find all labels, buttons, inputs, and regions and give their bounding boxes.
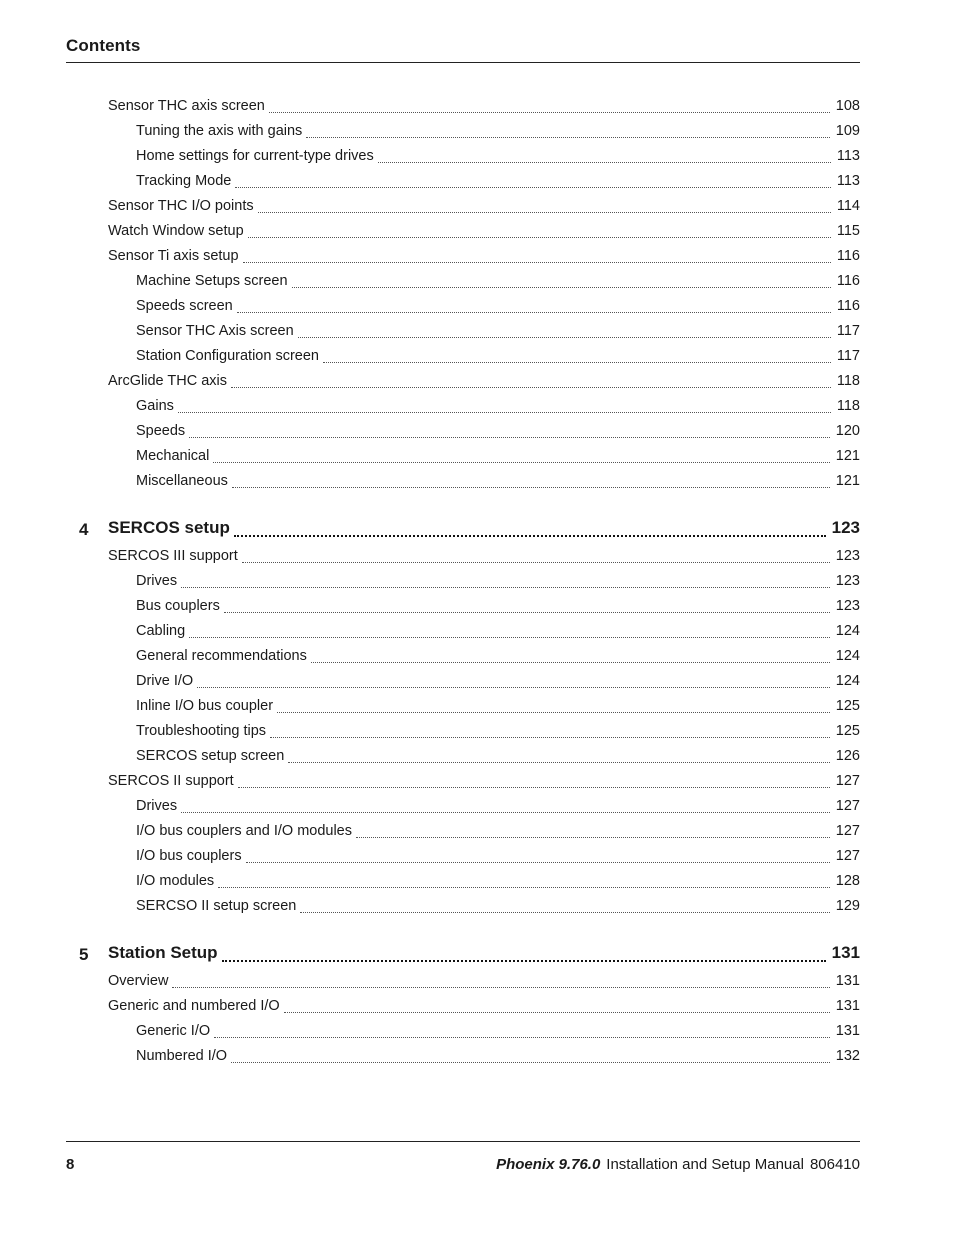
toc-dot-leader xyxy=(246,862,830,863)
toc-entry-page: 131 xyxy=(835,1023,860,1039)
toc-entry-label: Tracking Mode xyxy=(136,173,232,189)
toc-entry-page: 113 xyxy=(836,148,860,164)
toc-dot-leader xyxy=(258,212,831,213)
toc-entry-page: 121 xyxy=(835,448,860,464)
toc-dot-leader xyxy=(378,162,831,163)
toc-entry[interactable] xyxy=(136,748,860,768)
toc-entry-page: 109 xyxy=(835,123,860,139)
toc-entry-label: Bus couplers xyxy=(136,598,220,614)
toc-entry[interactable] xyxy=(108,223,860,243)
toc-dot-leader xyxy=(306,137,829,138)
toc-entry-page: 125 xyxy=(835,723,860,739)
toc-entry-page: 123 xyxy=(835,573,860,589)
toc-entry-page: 124 xyxy=(835,648,860,664)
toc-entry[interactable] xyxy=(136,273,860,293)
toc-entry-page: 118 xyxy=(836,398,860,414)
toc-entry-label: Gains xyxy=(136,398,174,414)
toc-entry-label: Sensor THC Axis screen xyxy=(136,323,294,339)
toc-entry-page: 124 xyxy=(835,673,860,689)
toc-dot-leader xyxy=(181,587,830,588)
toc-entry-label: Drives xyxy=(136,573,178,589)
toc-entry[interactable] xyxy=(136,673,860,693)
toc-dot-leader xyxy=(270,737,830,738)
toc-dot-leader xyxy=(248,237,831,238)
toc-entry[interactable] xyxy=(136,898,860,918)
toc-dot-leader xyxy=(356,837,830,838)
toc-dot-leader xyxy=(197,687,830,688)
toc-entry-label: Home settings for current-type drives xyxy=(136,148,374,164)
toc-entry-page: 123 xyxy=(831,518,860,537)
toc-entry[interactable] xyxy=(136,573,860,593)
toc-entry-page: 131 xyxy=(831,943,860,962)
toc-entry-label: Speeds screen xyxy=(136,298,233,314)
toc-entry-label: I/O bus couplers and I/O modules xyxy=(136,823,352,839)
toc-dot-leader xyxy=(178,412,831,413)
toc-entry-label: Overview xyxy=(108,973,169,989)
toc-entry-page: 116 xyxy=(836,248,860,264)
toc-entry[interactable] xyxy=(108,548,860,568)
toc-entry[interactable] xyxy=(136,398,860,418)
toc-entry-page: 124 xyxy=(835,623,860,639)
toc-entry[interactable] xyxy=(108,198,860,218)
toc-entry-label: Generic I/O xyxy=(136,1023,211,1039)
toc-entry[interactable] xyxy=(136,323,860,343)
toc-entry-label: SERCOS setup xyxy=(108,518,230,537)
toc-entry-label: Station Configuration screen xyxy=(136,348,319,364)
toc-entry[interactable] xyxy=(108,973,860,993)
toc-entry[interactable] xyxy=(136,348,860,368)
toc-entry[interactable] xyxy=(136,1023,860,1043)
toc-chapter-entry[interactable] xyxy=(108,943,860,967)
toc-entry-label: Miscellaneous xyxy=(136,473,228,489)
toc-entry[interactable] xyxy=(136,648,860,668)
toc-entry-label: SERCOS II support xyxy=(108,773,234,789)
page-header-title: Contents xyxy=(66,36,141,55)
toc-dot-leader xyxy=(288,762,830,763)
footer-brand: Phoenix 9.76.0 xyxy=(496,1156,601,1173)
toc-entry[interactable] xyxy=(136,473,860,493)
toc-dot-leader xyxy=(242,562,830,563)
toc-entry-label: I/O modules xyxy=(136,873,215,889)
toc-entry-label: Inline I/O bus coupler xyxy=(136,698,274,714)
toc-entry-label: Sensor Ti axis setup xyxy=(108,248,239,264)
toc-dot-leader xyxy=(232,487,830,488)
toc-entry-page: 126 xyxy=(835,748,860,764)
toc-dot-leader xyxy=(213,462,829,463)
toc-entry-label: General recommendations xyxy=(136,648,307,664)
toc-entry-label: ArcGlide THC axis xyxy=(108,373,227,389)
toc-entry-label: I/O bus couplers xyxy=(136,848,242,864)
toc-entry-page: 113 xyxy=(836,173,860,189)
toc-entry-page: 117 xyxy=(836,323,860,339)
toc-dot-leader xyxy=(300,912,829,913)
toc-entry-page: 118 xyxy=(836,373,860,389)
toc-entry[interactable] xyxy=(136,298,860,318)
toc-entry-label: SERCSO II setup screen xyxy=(136,898,297,914)
footer-rule xyxy=(66,1141,860,1142)
toc-entry-label: Watch Window setup xyxy=(108,223,244,239)
toc-entry[interactable] xyxy=(108,98,860,118)
toc-entry-page: 115 xyxy=(836,223,860,239)
toc-entry[interactable] xyxy=(136,148,860,168)
toc-entry-page: 131 xyxy=(835,998,860,1014)
toc-entry[interactable] xyxy=(108,373,860,393)
toc-entry-page: 128 xyxy=(835,873,860,889)
toc-dot-leader xyxy=(311,662,830,663)
toc-entry-page: 116 xyxy=(836,298,860,314)
toc-entry-page: 125 xyxy=(835,698,860,714)
toc-entry-label: Station Setup xyxy=(108,943,218,962)
toc-entry-page: 132 xyxy=(835,1048,860,1064)
toc-dot-leader xyxy=(181,812,830,813)
toc-entry[interactable] xyxy=(136,823,860,843)
footer-doc-number: 806410 xyxy=(809,1156,860,1173)
toc-dot-leader xyxy=(172,987,829,988)
toc-dot-leader xyxy=(189,637,830,638)
toc-entry-label: Cabling xyxy=(136,623,186,639)
toc-entry[interactable] xyxy=(136,798,860,818)
toc-entry-page: 120 xyxy=(835,423,860,439)
toc-dot-leader xyxy=(231,1062,830,1063)
toc-dot-leader xyxy=(298,337,831,338)
toc-entry-label: Tuning the axis with gains xyxy=(136,123,303,139)
toc-dot-leader xyxy=(277,712,830,713)
toc-entry[interactable] xyxy=(108,998,860,1018)
toc-dot-leader xyxy=(238,787,830,788)
toc-dot-leader xyxy=(235,187,831,188)
toc-entry-label: Sensor THC axis screen xyxy=(108,98,265,114)
toc-entry[interactable] xyxy=(136,448,860,468)
toc-dot-leader xyxy=(292,287,831,288)
toc-entry-page: 127 xyxy=(835,773,860,789)
toc-entry[interactable] xyxy=(108,773,860,793)
toc-entry-page: 131 xyxy=(835,973,860,989)
toc-entry-page: 123 xyxy=(835,548,860,564)
toc-entry[interactable] xyxy=(136,598,860,618)
toc-entry-page: 108 xyxy=(835,98,860,114)
toc-entry-label: Machine Setups screen xyxy=(136,273,288,289)
toc-entry-page: 127 xyxy=(835,798,860,814)
toc-entry-page: 116 xyxy=(836,273,860,289)
toc-dot-leader xyxy=(218,887,830,888)
toc-entry[interactable] xyxy=(136,173,860,193)
footer-page-number: 8 xyxy=(66,1156,75,1173)
toc-entry-label: Troubleshooting tips xyxy=(136,723,267,739)
toc-dot-leader xyxy=(269,112,830,113)
toc-entry-label: Numbered I/O xyxy=(136,1048,228,1064)
toc-chapter-entry[interactable] xyxy=(108,518,860,542)
toc-entry-page: 123 xyxy=(835,598,860,614)
toc-entry[interactable] xyxy=(136,848,860,868)
toc-entry-label: Drive I/O xyxy=(136,673,194,689)
toc-entry[interactable] xyxy=(136,723,860,743)
toc-dot-leader xyxy=(284,1012,830,1013)
toc-entry[interactable] xyxy=(136,698,860,718)
toc-dot-leader xyxy=(231,387,831,388)
toc-entry-page: 117 xyxy=(836,348,860,364)
toc-dot-leader xyxy=(224,612,830,613)
toc-entry[interactable] xyxy=(136,1048,860,1068)
toc-entry-label: Drives xyxy=(136,798,178,814)
toc-chapter-number: 5 xyxy=(79,945,89,964)
footer-document-title xyxy=(496,1156,860,1173)
toc-entry-label: Generic and numbered I/O xyxy=(108,998,280,1014)
toc-entry-page: 127 xyxy=(835,848,860,864)
header-rule xyxy=(66,62,860,63)
toc-entry-label: SERCOS setup screen xyxy=(136,748,285,764)
toc-entry[interactable] xyxy=(136,123,860,143)
toc-dot-leader xyxy=(237,312,831,313)
toc-dot-leader xyxy=(214,1037,830,1038)
toc-entry[interactable] xyxy=(136,623,860,643)
toc-entry[interactable] xyxy=(136,423,860,443)
toc-dot-leader xyxy=(243,262,831,263)
toc-entry[interactable] xyxy=(108,248,860,268)
footer-manual-title: Installation and Setup Manual xyxy=(606,1156,804,1173)
toc-chapter-number: 4 xyxy=(79,520,89,539)
toc-entry-page: 129 xyxy=(835,898,860,914)
toc-entry-page: 121 xyxy=(835,473,860,489)
toc-dot-leader xyxy=(234,535,826,537)
toc-entry-label: Mechanical xyxy=(136,448,210,464)
toc-dot-leader xyxy=(222,960,826,962)
toc-entry-page: 114 xyxy=(836,198,860,214)
toc-dot-leader xyxy=(189,437,830,438)
toc-entry-page: 127 xyxy=(835,823,860,839)
toc-entry-label: SERCOS III support xyxy=(108,548,238,564)
toc-entry-label: Sensor THC I/O points xyxy=(108,198,254,214)
toc-dot-leader xyxy=(323,362,831,363)
toc-entry-label: Speeds xyxy=(136,423,186,439)
toc-entry[interactable] xyxy=(136,873,860,893)
